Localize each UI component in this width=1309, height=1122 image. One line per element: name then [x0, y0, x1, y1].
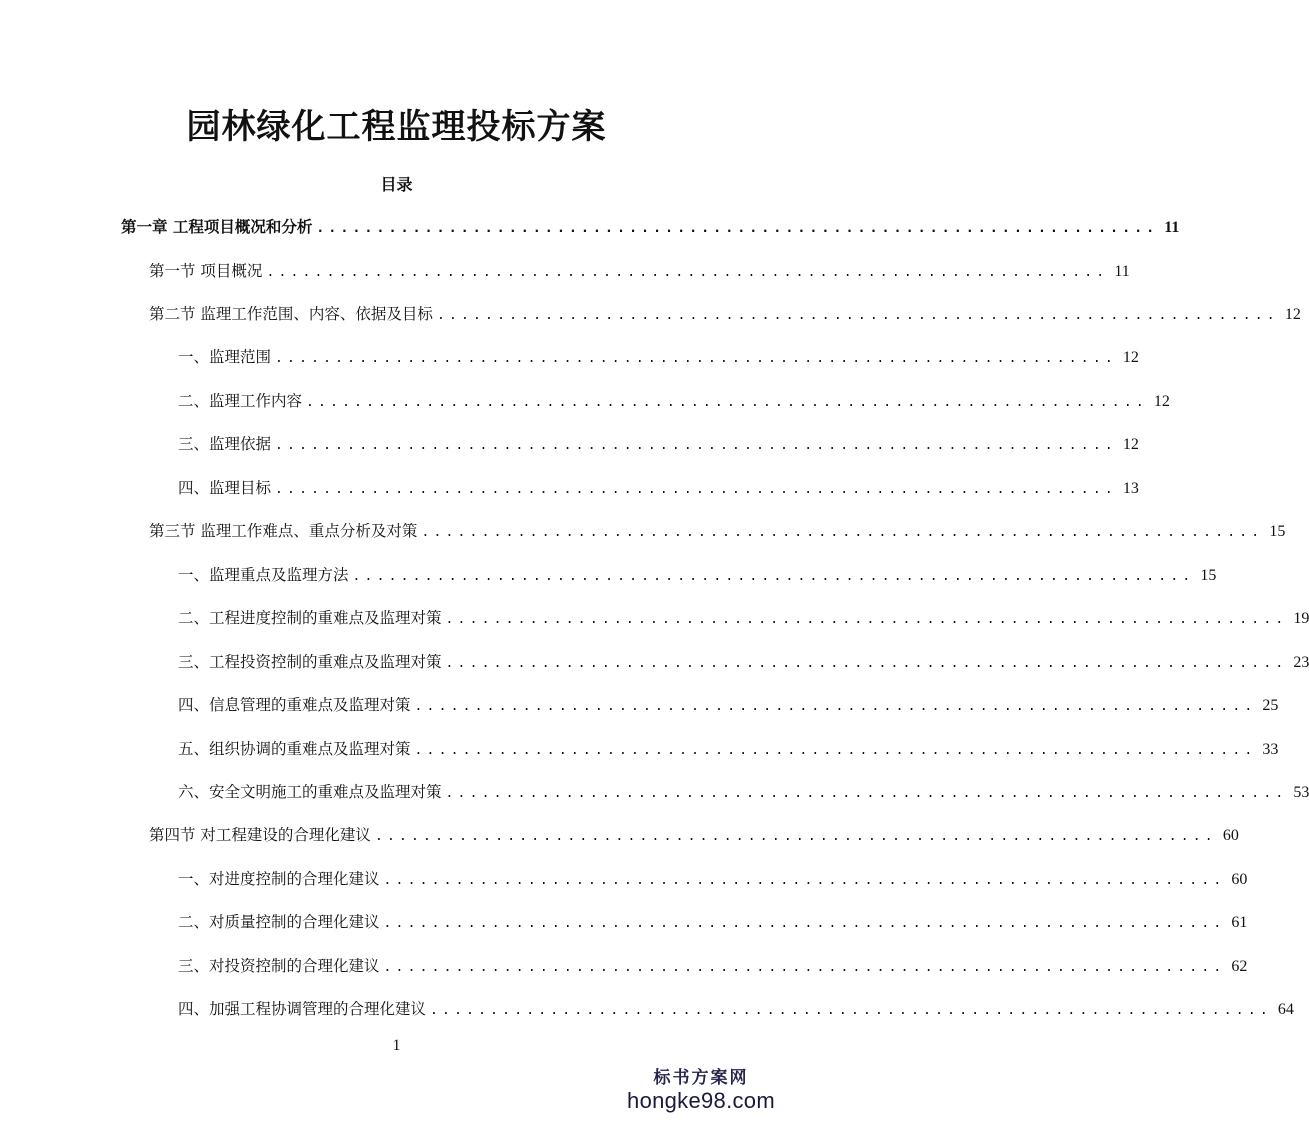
page-number: 1: [392, 1037, 401, 1054]
toc-entry-page: 11: [1164, 219, 1180, 236]
watermark-url: hongke98.com: [627, 1088, 775, 1113]
toc-leader-dots: ......................................................................: [430, 1003, 1272, 1018]
toc-entry-item[interactable]: [178, 996, 1294, 1022]
toc-entry-item[interactable]: [178, 692, 1279, 718]
toc-entry-page: 19: [1293, 610, 1309, 627]
toc-entry-item[interactable]: [178, 866, 1248, 892]
toc-entry-page: 12: [1122, 349, 1139, 366]
toc-entry-text: 六、安全文明施工的重难点及监理对策: [178, 783, 442, 801]
toc-entry-item[interactable]: [178, 909, 1248, 935]
toc-entry-text: 一、对进度控制的合理化建议: [178, 870, 380, 888]
toc-entry-text: 四、监理目标: [178, 479, 272, 497]
toc-entry-page: 15: [1269, 523, 1286, 540]
toc-entry-section[interactable]: [149, 518, 1286, 544]
watermark-title: 标书方案网: [653, 1068, 749, 1088]
toc-entry-item[interactable]: [178, 431, 1139, 457]
toc-entry-text: 第三节 监理工作难点、重点分析及对策: [149, 522, 418, 540]
toc-leader-dots: ......................................................................: [421, 525, 1264, 540]
toc-leader-dots: ......................................................................: [275, 351, 1117, 366]
toc-entry-section[interactable]: [149, 301, 1301, 327]
toc-leader-dots: ......................................................................: [275, 438, 1117, 453]
toc-entry-page: 60: [1222, 827, 1239, 844]
toc-leader-dots: ......................................................................: [414, 743, 1257, 758]
toc-leader-dots: ......................................................................: [445, 786, 1288, 801]
toc-entry-text: 四、信息管理的重难点及监理对策: [178, 696, 411, 714]
toc-entry-page: 12: [1284, 306, 1301, 323]
toc-leader-dots: ......................................................................: [383, 960, 1226, 975]
toc-entry-text: 三、工程投资控制的重难点及监理对策: [178, 653, 442, 671]
toc-entry-text: 一、监理重点及监理方法: [178, 566, 349, 584]
toc-leader-dots: ......................................................................: [383, 873, 1226, 888]
toc-entry-text: 第一节 项目概况: [149, 262, 263, 280]
toc-entry-page: 53: [1293, 784, 1309, 801]
toc-heading: 目录: [380, 175, 413, 194]
document-title: 园林绿化工程监理投标方案: [186, 107, 607, 147]
toc-entry-text: 四、加强工程协调管理的合理化建议: [178, 1000, 427, 1018]
toc-entry-page: 33: [1262, 741, 1279, 758]
toc-entry-section[interactable]: [149, 258, 1130, 284]
toc-entry-page: 64: [1277, 1001, 1294, 1018]
toc-entry-text: 二、对质量控制的合理化建议: [178, 913, 380, 931]
toc-leader-dots: ......................................................................: [436, 308, 1279, 323]
toc-leader-dots: ......................................................................: [352, 569, 1195, 584]
toc-entry-text: 第一章 工程项目概况和分析: [121, 217, 313, 236]
toc-entry-page: 12: [1153, 393, 1170, 410]
toc-leader-dots: ......................................................................: [445, 656, 1288, 671]
toc-entry-item[interactable]: [178, 388, 1170, 414]
toc-entry-page: 60: [1231, 871, 1248, 888]
toc-entry-item[interactable]: [178, 344, 1139, 370]
toc-leader-dots: ......................................................................: [266, 265, 1109, 280]
toc-entry-page: 12: [1122, 436, 1139, 453]
toc-entry-page: 23: [1293, 654, 1309, 671]
toc-entry-text: 三、监理依据: [178, 435, 272, 453]
toc-entry-page: 61: [1231, 914, 1248, 931]
toc-entry-item[interactable]: [178, 779, 1309, 805]
toc-leader-dots: ......................................................................: [275, 482, 1117, 497]
toc-entry-page: 13: [1122, 480, 1139, 497]
toc-entry-page: 11: [1114, 263, 1130, 280]
toc-entry-text: 三、对投资控制的合理化建议: [178, 957, 380, 975]
toc-entry-page: 15: [1200, 567, 1217, 584]
toc-entry-text: 第二节 监理工作范围、内容、依据及目标: [149, 305, 433, 323]
toc-leader-dots: ......................................................................: [374, 829, 1217, 844]
toc-entry-text: 五、组织协调的重难点及监理对策: [178, 740, 411, 758]
toc-entry-item[interactable]: [178, 953, 1248, 979]
toc-entry-text: 二、监理工作内容: [178, 392, 303, 410]
toc-entry-item[interactable]: [178, 475, 1139, 501]
toc-entry-page: 25: [1262, 697, 1279, 714]
toc-entry-item[interactable]: [178, 649, 1309, 675]
toc-leader-dots: ......................................................................: [445, 612, 1288, 627]
toc-entry-page: 62: [1231, 958, 1248, 975]
toc-leader-dots: ......................................................................: [306, 395, 1148, 410]
toc-entry-item[interactable]: [178, 605, 1309, 631]
toc-leader-dots: ......................................................................: [383, 916, 1226, 931]
toc-leader-dots: ......................................................................: [316, 221, 1159, 236]
toc-entry-item[interactable]: [178, 562, 1217, 588]
toc-entry-text: 二、工程进度控制的重难点及监理对策: [178, 609, 442, 627]
toc-entry-chapter[interactable]: [121, 214, 1180, 240]
watermark-logo: [621, 1068, 781, 1114]
toc-entry-section[interactable]: [149, 822, 1239, 848]
toc-entry-text: 一、监理范围: [178, 348, 272, 366]
toc-entry-text: 第四节 对工程建设的合理化建议: [149, 826, 371, 844]
toc-entry-item[interactable]: [178, 736, 1279, 762]
toc-leader-dots: ......................................................................: [414, 699, 1257, 714]
